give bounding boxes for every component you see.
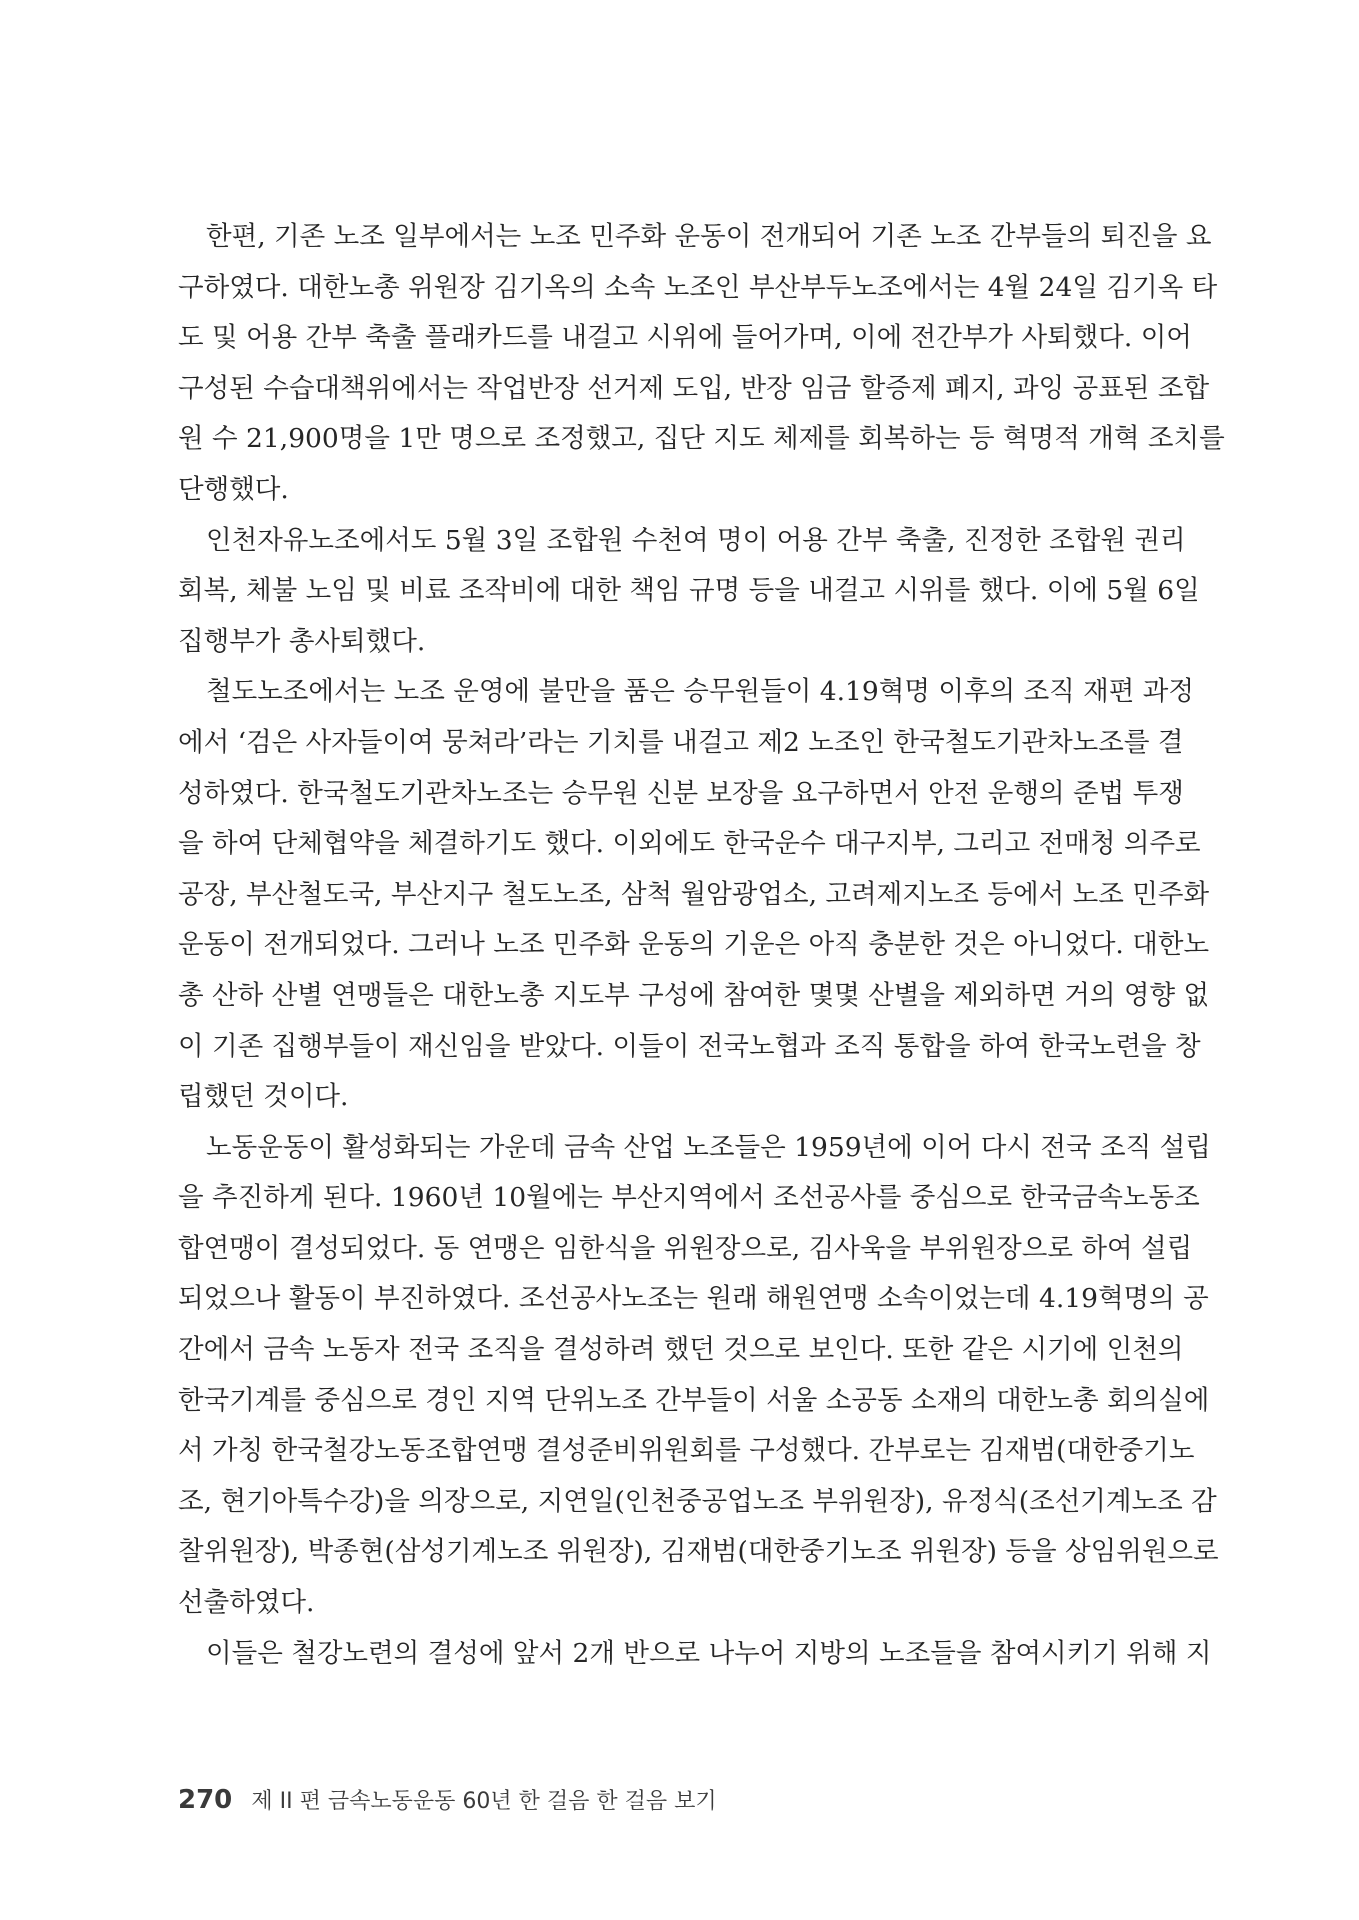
text-line: 립했던 것이다. <box>178 1081 349 1113</box>
page-body <box>178 212 1225 1679</box>
text-line: 총 산하 산별 연맹들은 대한노총 지도부 구성에 참여한 몇몇 산별을 제외하면 거의 영향 없 <box>178 979 1210 1011</box>
text-line: 운동이 전개되었다. 그러나 노조 민주화 운동의 기운은 아직 충분한 것은 아니었다. 대한노 <box>178 929 1210 961</box>
page-number: 270 <box>178 1785 233 1815</box>
text-line: 이들은 철강노련의 결성에 앞서 2개 반으로 나누어 지방의 노조들을 참여시키기 위해 지 <box>206 1637 1212 1669</box>
text-line: 구하였다. 대한노총 위원장 김기옥의 소속 노조인 부산부두노조에서는 4월 24일 김기옥 타 <box>178 271 1218 303</box>
text-line: 이 기존 집행부들이 재신임을 받았다. 이들이 전국노협과 조직 통합을 하여 한국노련을 창 <box>178 1030 1201 1062</box>
text-line: 찰위원장), 박종현(삼성기계노조 위원장), 김재범(대한중기노조 위원장) 등을 상임위원으로 <box>178 1536 1219 1568</box>
text-line: 성하였다. 한국철도기관차노조는 승무원 신분 보장을 요구하면서 안전 운행의 준법 투쟁 <box>178 777 1184 809</box>
text-line: 철도노조에서는 노조 운영에 불만을 품은 승무원들이 4.19혁명 이후의 조직 재편 과정 <box>206 676 1195 708</box>
text-line: 한국기계를 중심으로 경인 지역 단위노조 간부들이 서울 소공동 소재의 대한노총 회의실에 <box>178 1384 1210 1416</box>
text-line: 합연맹이 결성되었다. 동 연맹은 임한식을 위원장으로, 김사욱을 부위원장으로 하여 설립 <box>178 1232 1193 1264</box>
text-line: 공장, 부산철도국, 부산지구 철도노조, 삼척 월암광업소, 고려제지노조 등에서 노조 민주화 <box>178 878 1210 910</box>
text-line: 서 가칭 한국철강노동조합연맹 결성준비위원회를 구성했다. 간부로는 김재범(대한중기노 <box>178 1435 1195 1467</box>
text-line: 한편, 기존 노조 일부에서는 노조 민주화 운동이 전개되어 기존 노조 간부들의 퇴진을 요 <box>206 221 1212 252</box>
text-line: 을 하여 단체협약을 체결하기도 했다. 이외에도 한국운수 대구지부, 그리고 전매청 의주로 <box>178 828 1201 860</box>
text-line: 회복, 체불 노임 및 비료 조작비에 대한 책임 규명 등을 내걸고 시위를 했다. 이에 5월 6일 <box>178 575 1200 607</box>
text-line: 조, 현기아특수강)을 의장으로, 지연일(인천중공업노조 부위원장), 유정식(조선기계노조 감 <box>178 1485 1217 1517</box>
text-line: 간에서 금속 노동자 전국 조직을 결성하려 했던 것으로 보인다. 또한 같은 시기에 인천의 <box>178 1334 1184 1366</box>
page-footer <box>178 1784 717 1815</box>
text-line: 단행했다. <box>178 473 289 505</box>
text-line: 되었으나 활동이 부진하였다. 조선공사노조는 원래 해원연맹 소속이었는데 4.19혁명의 공 <box>178 1283 1209 1315</box>
text-line: 을 추진하게 된다. 1960년 10월에는 부산지역에서 조선공사를 중심으로 한국금속노동조 <box>178 1182 1200 1214</box>
text-line: 에서 ‘검은 사자들이여 뭉쳐라’라는 기치를 내걸고 제2 노조인 한국철도기관차노조를 결 <box>178 726 1184 758</box>
text-line: 구성된 수습대책위에서는 작업반장 선거제 도입, 반장 임금 할증제 폐지, 과잉 공표된 조합 <box>178 372 1210 404</box>
text-line: 노동운동이 활성화되는 가운데 금속 산업 노조들은 1959년에 이어 다시 전국 조직 설립 <box>206 1131 1211 1163</box>
text-line: 원 수 21,900명을 1만 명으로 조정했고, 집단 지도 체제를 회복하는 등 혁명적 개혁 조치를 <box>178 423 1225 455</box>
text-line: 도 및 어용 간부 축출 플래카드를 내걸고 시위에 들어가며, 이에 전간부가 사퇴했다. 이어 <box>178 322 1192 354</box>
running-title: 제 II 편 금속노동운동 60년 한 걸음 한 걸음 보기 <box>251 1789 717 1814</box>
text-line: 집행부가 총사퇴했다. <box>178 625 426 657</box>
text-line: 선출하였다. <box>178 1587 315 1619</box>
text-line: 인천자유노조에서도 5월 3일 조합원 수천여 명이 어용 간부 축출, 진정한 조합원 권리 <box>206 524 1186 556</box>
